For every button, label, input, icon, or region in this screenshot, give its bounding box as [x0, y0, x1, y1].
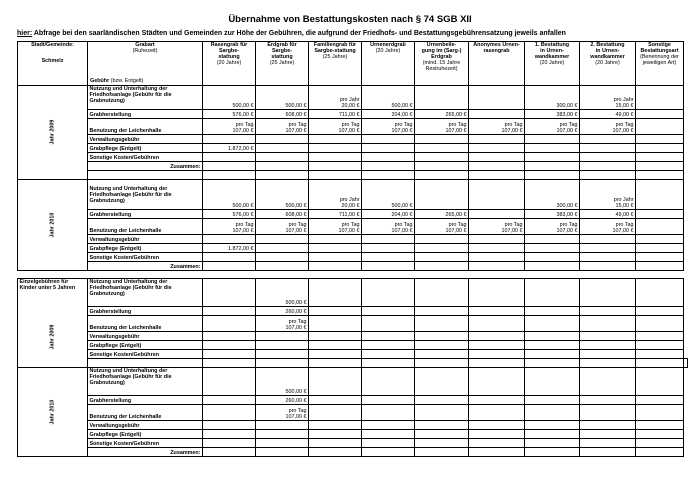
- row-2009-leichenhalle: [18, 119, 684, 135]
- cell-2010-grab-erdgrab: 608,00 €: [256, 210, 309, 219]
- kinder-2009-lh-erdgrab: pro Tag 107,00 €: [256, 316, 309, 332]
- header-stadt: Stadt/Gemeinde:: [31, 42, 74, 48]
- row-label-nutzung-2010: Nutzung und Unterhaltung der Friedhofsanlage (Gebühr für die Grabnutzung): [88, 180, 203, 210]
- header-ruhezeit: (Ruhezeit): [132, 48, 158, 55]
- cell-2010-grab-rasengrab: 576,00 €: [203, 210, 256, 219]
- kinder-2010-grab-erdgrab: 260,00 €: [256, 396, 309, 405]
- header-gebuehr-label: Gebühr: [90, 77, 110, 84]
- cell-2009-lh-urnenwand-2: pro Tag 107,00 €: [580, 119, 636, 135]
- kinder-label-1: Einzelgebühren für: [19, 279, 69, 285]
- kinder-2009-nutzung-erdgrab: 500,00 €: [256, 279, 309, 307]
- cell-2009-nutzung-urnenwand-1: 300,00 €: [525, 86, 580, 110]
- kinder-row-2010-grabpflege: [18, 430, 688, 439]
- kinder-row-label-sonstige: Sonstige Kosten/Gebühren: [88, 350, 203, 359]
- cell-2009-grab-urnenerdgrab: 204,00 €: [362, 110, 415, 119]
- row-label-verwaltung-2010: Verwaltungsgebühr: [88, 235, 203, 244]
- header-gemeinde: Schmelz: [41, 58, 64, 65]
- cell-2010-grab-urnenwand-2: 49,00 €: [580, 210, 636, 219]
- kinder-row-2010-sonstige: [18, 439, 688, 448]
- cell-2009-grab-familiengrab: 711,00 €: [309, 110, 362, 119]
- row-label-grabpflege-2010: Grabpflege (Entgelt): [88, 244, 203, 253]
- page-title: Übernahme von Bestattungskosten nach § 74 SGB XII: [228, 14, 472, 25]
- row-label-leichenhalle-2010: Benutzung der Leichenhalle: [88, 219, 203, 235]
- header-col-urnenerdgrab: Urnenerdgrab (20 Jahre): [362, 42, 415, 86]
- header-col-erdgrab: Erdgrab für Sargbe- stattung (25 Jahre): [256, 42, 309, 86]
- page-subtitle: [17, 30, 566, 37]
- cell-2010-grab-familiengrab: 711,00 €: [309, 210, 362, 219]
- kinder-row-label-grabherstellung-2010: Grabherstellung: [88, 396, 203, 405]
- kinder-2010-lh-erdgrab: pro Tag 107,00 €: [256, 405, 309, 421]
- row-label-grabherstellung-2010: Grabherstellung: [88, 210, 203, 219]
- year-2010-cell: [18, 180, 88, 271]
- kinder-row-2009-grabpflege: [18, 341, 688, 350]
- kinder-label-2: Kinder unter 5 Jahren: [19, 285, 76, 292]
- year-2009-cell: [18, 86, 88, 180]
- kinder-row-2009-verwaltung: [18, 332, 688, 341]
- row-2010-sonstige: [18, 253, 684, 262]
- subtitle-text: Abfrage bei den saarländischen Städten und Gemeinden zur Höhe der Gebühren, die aufgrund der Friedhofs- und Bestattungsgebührensatzung jeweils anfallen: [32, 30, 566, 37]
- header-col-urnenbeilegung: Urnenbeile- gung im (Sarg-) Erdgrab (mind. 15 Jahre Restruhezeit): [415, 42, 469, 86]
- cell-2010-lh-urnenwand-1: pro Tag 107,00 €: [525, 219, 580, 235]
- kinder-row-2009-spacer: [18, 359, 688, 368]
- cell-2010-grabpflege-rasengrab: 1.872,00 €: [203, 244, 256, 253]
- cell-2009-nutzung-anonym: [469, 86, 525, 110]
- header-col-rasengrab: Rasengrab für Sargbe- stattung (20 Jahre): [203, 42, 256, 86]
- cell-2009-grab-anonym: [469, 110, 525, 119]
- row-2009-zusammen: [18, 162, 684, 171]
- cell-2009-grabpflege-rasengrab: 1.872,00 €: [203, 144, 256, 153]
- cell-2009-lh-urnenwand-1: pro Tag 107,00 €: [525, 119, 580, 135]
- kinder-row-label-grabherstellung: Grabherstellung: [88, 307, 203, 316]
- cell-2009-lh-erdgrab: pro Tag 107,00 €: [256, 119, 309, 135]
- row-2010-grabherstellung: [18, 210, 684, 219]
- row-label-leichenhalle: Benutzung der Leichenhalle: [88, 119, 203, 135]
- row-label-sonstige: Sonstige Kosten/Gebühren: [88, 153, 203, 162]
- row-label-verwaltung: Verwaltungsgebühr: [88, 135, 203, 144]
- cell-2010-nutzung-urnenwand-2: pro Jahr 15,00 €: [580, 180, 636, 210]
- row-2009-nutzung: [18, 86, 684, 110]
- cell-2009-grab-sonstige: [636, 110, 684, 119]
- kinder-row-2010-verwaltung: [18, 421, 688, 430]
- cell-2010-lh-urnenwand-2: pro Tag 107,00 €: [580, 219, 636, 235]
- kinder-row-label-grabpflege-2010: Grabpflege (Entgelt): [88, 430, 203, 439]
- row-label-grabpflege: Grabpflege (Entgelt): [88, 144, 203, 153]
- cell-2009-grab-urnenwand-1: 383,00 €: [525, 110, 580, 119]
- row-2009-sonstige: [18, 153, 684, 162]
- cell-2009-nutzung-erdgrab: 500,00 €: [256, 86, 309, 110]
- cell-2009-nutzung-rasengrab: 500,00 €: [203, 86, 256, 110]
- cell-2009-grab-erdgrab: 608,00 €: [256, 110, 309, 119]
- row-2010-verwaltung: [18, 235, 684, 244]
- kinder-row-label-grabpflege: Grabpflege (Entgelt): [88, 341, 203, 350]
- cell-2010-nutzung-rasengrab: 500,00 €: [203, 180, 256, 210]
- header-col-familiengrab: Familiengrab für Sargbe-stattung (25 Jahre): [309, 42, 362, 86]
- kinder-row-2010-leichenhalle: [18, 405, 688, 421]
- main-fee-table: [17, 41, 684, 271]
- kinder-row-label-nutzung: Nutzung und Unterhaltung der Friedhofsanlage (Gebühr für die Grabnutzung): [88, 279, 203, 307]
- cell-2009-lh-sonstige: [636, 119, 684, 135]
- cell-2010-grab-urnenwand-1: 383,00 €: [525, 210, 580, 219]
- row-2009-spacer: [18, 171, 684, 180]
- cell-2009-lh-rasengrab: pro Tag 107,00 €: [203, 119, 256, 135]
- cell-2009-nutzung-urnenbeilegung: [415, 86, 469, 110]
- cell-2010-nutzung-urnenwand-1: 300,00 €: [525, 180, 580, 210]
- kinder-row-2010-nutzung: [18, 368, 688, 396]
- row-2010-nutzung: [18, 180, 684, 210]
- cell-2010-nutzung-familiengrab: pro Jahr 20,00 €: [309, 180, 362, 210]
- kinder-2009-grab-erdgrab: 260,00 €: [256, 307, 309, 316]
- header-gebuehr: [90, 78, 143, 84]
- cell-2010-lh-erdgrab: pro Tag 107,00 €: [256, 219, 309, 235]
- cell-2010-nutzung-urnenerdgrab: 500,00 €: [362, 180, 415, 210]
- kinder-row-label-zusammen-2010: Zusammen:: [88, 448, 203, 457]
- cell-2009-nutzung-urnenwand-2: pro Jahr 15,00 €: [580, 86, 636, 110]
- kinder-label-cell: [18, 279, 88, 307]
- cell-2009-lh-familiengrab: pro Tag 107,00 €: [309, 119, 362, 135]
- kinder-year-2010-cell: [18, 368, 88, 457]
- row-2010-leichenhalle: [18, 219, 684, 235]
- header-col-sonstige: Sonstige Bestattungsart (Benennung der jeweiligen Art): [636, 42, 684, 86]
- kinder-row-2009-grabherstellung: [18, 307, 688, 316]
- cell-2009-lh-anonym: pro Tag 107,00 €: [469, 119, 525, 135]
- cell-2009-nutzung-familiengrab: pro Jahr 20,00 €: [309, 86, 362, 110]
- kinder-row-label-verwaltung-2010: Verwaltungsgebühr: [88, 421, 203, 430]
- cell-2010-lh-urnenerdgrab: pro Tag 107,00 €: [362, 219, 415, 235]
- row-2009-verwaltung: [18, 135, 684, 144]
- kinder-row-label-leichenhalle: Benutzung der Leichenhalle: [88, 316, 203, 332]
- cell-2009-nutzung-sonstige: [636, 86, 684, 110]
- subtitle-prefix: hier:: [17, 30, 33, 37]
- cell-2010-grab-urnenbeilegung: 265,00 €: [415, 210, 469, 219]
- header-grabart-cell: [88, 42, 203, 86]
- row-2010-grabpflege: [18, 244, 684, 253]
- row-2009-grabherstellung: [18, 110, 684, 119]
- header-col-anonym: Anonymes Urnen- rasengrab: [469, 42, 525, 86]
- cell-2010-lh-urnenbeilegung: pro Tag 107,00 €: [415, 219, 469, 235]
- header-stadt-cell: [18, 42, 88, 86]
- row-label-grabherstellung: Grabherstellung: [88, 110, 203, 119]
- row-label-nutzung: Nutzung und Unterhaltung der Friedhofsanlage (Gebühr für die Grabnutzung): [88, 86, 203, 110]
- year-2009-label: Jahr 2009: [49, 120, 56, 145]
- kinder-year-2009-label: Jahr 2009: [49, 324, 56, 350]
- cell-2009-grab-urnenwand-2: 49,00 €: [580, 110, 636, 119]
- kinder-row-label-leichenhalle-2010: Benutzung der Leichenhalle: [88, 405, 203, 421]
- cell-2010-grab-urnenerdgrab: 204,00 €: [362, 210, 415, 219]
- row-2010-zusammen: [18, 262, 684, 271]
- header-row: [18, 42, 684, 86]
- cell-2009-lh-urnenbeilegung: pro Tag 107,00 €: [415, 119, 469, 135]
- cell-2010-lh-anonym: pro Tag 107,00 €: [469, 219, 525, 235]
- header-gebuehr-note: (bzw. Entgelt): [109, 77, 144, 84]
- kinder-fee-table: [17, 278, 688, 457]
- kinder-row-label-nutzung-2010: Nutzung und Unterhaltung der Friedhofsanlage (Gebühr für die Grabnutzung): [88, 368, 203, 396]
- kinder-row-label-sonstige-2010: Sonstige Kosten/Gebühren: [88, 439, 203, 448]
- row-2009-grabpflege: [18, 144, 684, 153]
- row-label-zusammen-2010: Zusammen:: [88, 262, 203, 271]
- kinder-row-2009-leichenhalle: [18, 316, 688, 332]
- kinder-year-2009-cell: [18, 307, 88, 368]
- row-label-sonstige-2010: Sonstige Kosten/Gebühren: [88, 253, 203, 262]
- row-label-zusammen: Zusammen:: [88, 162, 203, 171]
- cell-2010-lh-rasengrab: pro Tag 107,00 €: [203, 219, 256, 235]
- header-col-urnenwand-1: 1. Bestattung in Urnen- wandkammer (20 Jahre): [525, 42, 580, 86]
- kinder-row-2010-grabherstellung: [18, 396, 688, 405]
- kinder-row-2009-sonstige: [18, 350, 688, 359]
- cell-2009-grab-urnenbeilegung: 265,00 €: [415, 110, 469, 119]
- cell-2010-nutzung-erdgrab: 500,00 €: [256, 180, 309, 210]
- year-2010-label: Jahr 2010: [49, 212, 56, 238]
- cell-2009-grab-rasengrab: 576,00 €: [203, 110, 256, 119]
- kinder-row-2009-nutzung: [18, 279, 688, 307]
- header-col-urnenwand-2: 2. Bestattung in Urnen- wandkammer (20 Jahre): [580, 42, 636, 86]
- header-grabart: Grabart: [135, 42, 155, 48]
- cell-2009-nutzung-urnenerdgrab: 500,00 €: [362, 86, 415, 110]
- cell-2010-lh-familiengrab: pro Tag 107,00 €: [309, 219, 362, 235]
- kinder-row-2010-zusammen: [18, 448, 688, 457]
- kinder-row-label-verwaltung: Verwaltungsgebühr: [88, 332, 203, 341]
- cell-2009-lh-urnenerdgrab: pro Tag 107,00 €: [362, 119, 415, 135]
- kinder-2010-nutzung-erdgrab: 500,00 €: [256, 368, 309, 396]
- kinder-year-2010-label: Jahr 2010: [49, 399, 56, 425]
